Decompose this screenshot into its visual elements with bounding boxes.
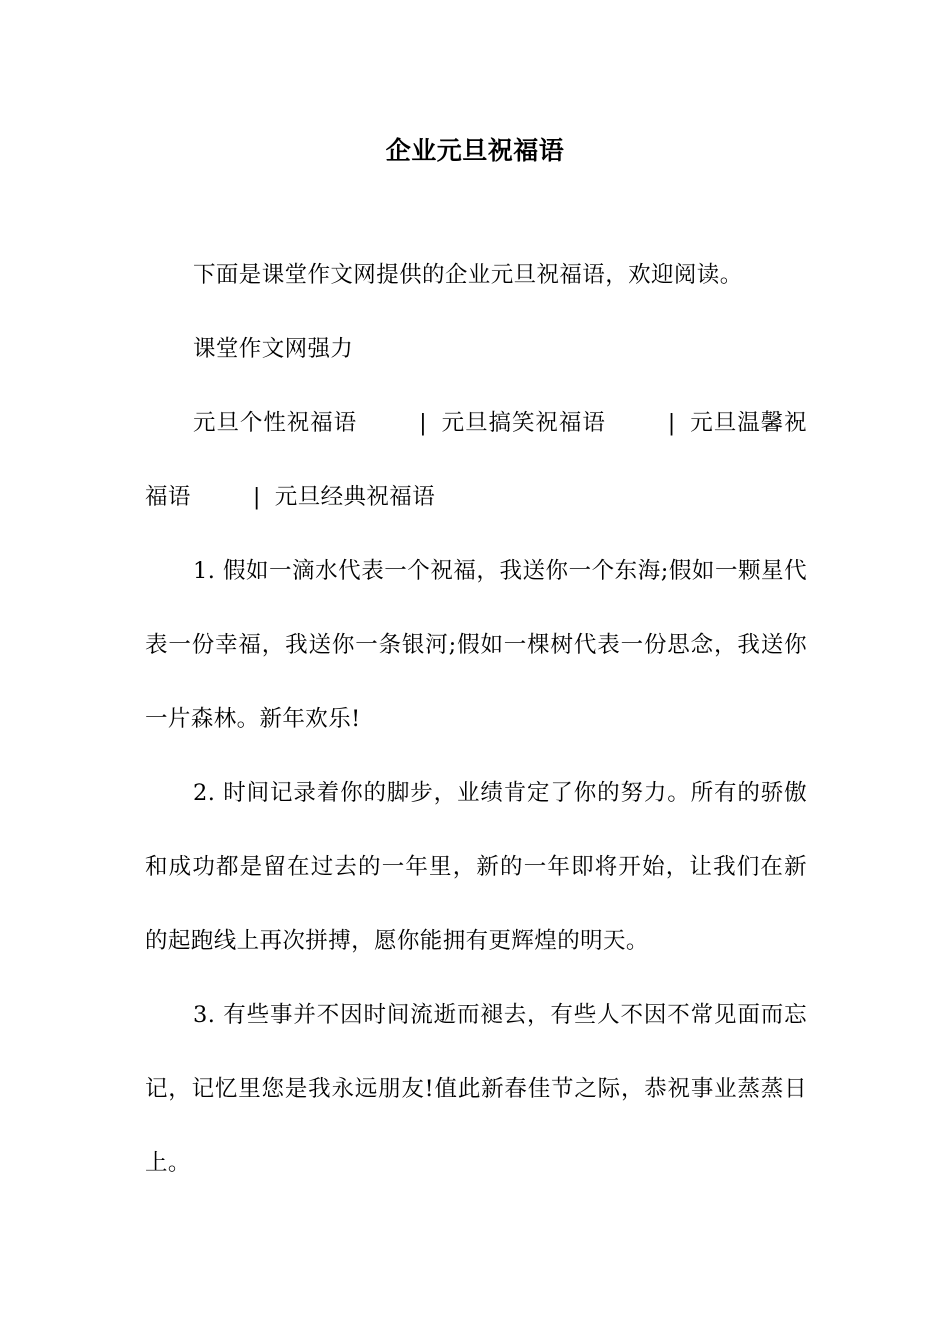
link-separator: | [419,410,428,436]
link-separator: | [667,410,676,436]
greeting-item-1: 1. 假如一滴水代表一个祝福，我送你一个东海;假如一颗星代表一份幸福，我送你一条银河;假如一棵树代表一份思念，我送你一片森林。新年欢乐! [145,558,807,732]
link-separator: | [252,484,261,510]
related-links [145,386,807,534]
intro-paragraph: 下面是课堂作文网提供的企业元旦祝福语，欢迎阅读。 [193,262,743,288]
document-body [145,238,807,1200]
greeting-item-2: 2. 时间记录着你的脚步，业绩肯定了你的努力。所有的骄傲和成功都是留在过去的一年里，新的一年即将开始，让我们在新的起跑线上再次拼搏，愿你能拥有更辉煌的明天。 [145,780,807,954]
recommend-label: 课堂作文网强力 [193,336,354,362]
document-title: 企业元旦祝福语 [385,136,565,165]
link-warm-greetings[interactable]: 元旦温馨祝福语 [145,410,807,510]
link-personal-greetings[interactable]: 元旦个性祝福语 [193,410,358,436]
link-classic-greetings[interactable]: 元旦经典祝福语 [274,484,436,510]
greeting-item-3: 3. 有些事并不因时间流逝而褪去，有些人不因不常见面而忘记，记忆里您是我永远朋友!值此新春佳节之际，恭祝事业蒸蒸日上。 [145,1002,807,1176]
link-funny-greetings[interactable]: 元旦搞笑祝福语 [441,410,606,436]
